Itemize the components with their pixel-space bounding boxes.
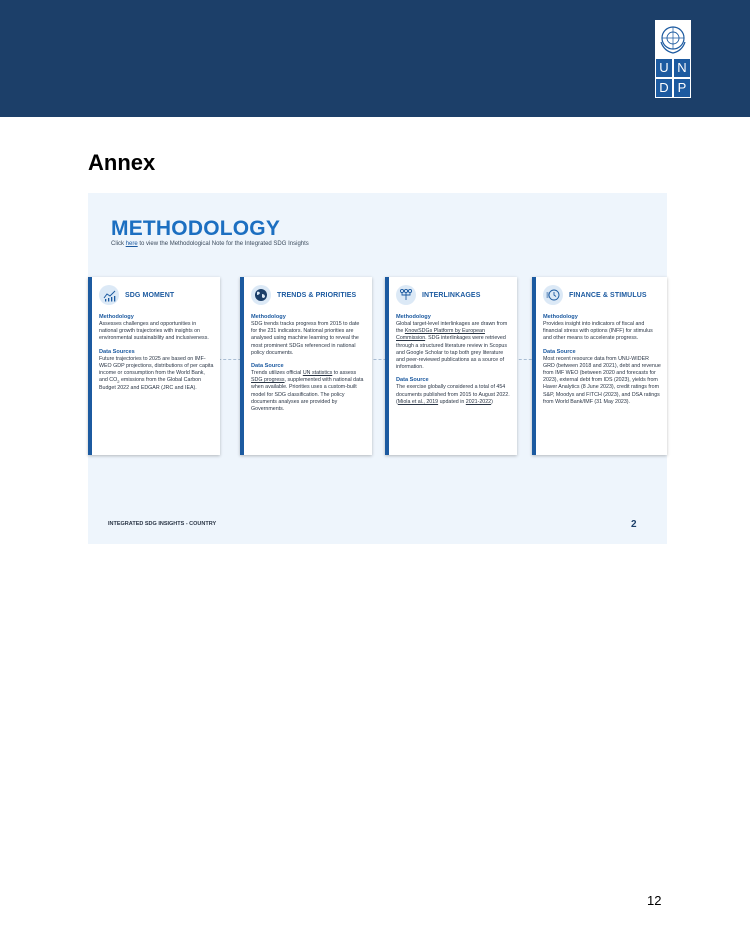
section-title: Data Source: [396, 377, 429, 384]
card-interlinkages: [385, 277, 517, 455]
slide-number: 2: [631, 519, 637, 530]
knowsdgs-link[interactable]: KnowSDGs Platform by European Commission: [396, 328, 485, 342]
section-title: Data Source: [251, 363, 284, 370]
body-part: , supplemented with national data when available. Priorities uses a custom-built model for SDG classification. The policy documents analyses are provided by Governments.: [251, 377, 364, 413]
body-part: ): [491, 398, 493, 405]
card-trends-priorities: [240, 277, 372, 455]
globe-icon: [251, 285, 271, 305]
section-title: Methodology: [251, 314, 286, 320]
section-body: [99, 356, 214, 393]
page-number: 12: [647, 893, 662, 908]
slide-title: METHODOLOGY: [111, 217, 281, 240]
section-body: [396, 384, 511, 406]
section-body: [396, 321, 511, 371]
card-title: TRENDS & PRIORITIES: [277, 291, 357, 299]
methodology-slide: [88, 193, 667, 544]
body-part: to assess: [332, 370, 357, 377]
section-body: Assesses challenges and opportunities in national growth trajectories with insights on environmental sustainability and inclusiveness.: [99, 321, 209, 342]
update-link[interactable]: 2021-2022: [465, 398, 492, 405]
card-finance-stimulus: [532, 277, 667, 455]
section-title: Data Sources: [99, 348, 135, 355]
slide-footer: INTEGRATED SDG INSIGHTS - COUNTRY: [108, 521, 217, 527]
subtitle-suffix: to view the Methodological Note for the Integrated SDG Insights: [137, 241, 309, 247]
body-part: The exercise globally considered a total of 454 documents published from 2015 to August 2022. (: [396, 384, 510, 405]
section-body: [251, 370, 366, 413]
network-icon: [396, 285, 416, 305]
section-title: Data Source: [543, 348, 576, 355]
card-title: FINANCE & STIMULUS: [569, 291, 647, 299]
body-part: emissions from the Global Carbon Budget 2022 and EDGAR (JRC and IEA).: [99, 377, 202, 392]
subtitle-prefix: Click: [111, 241, 126, 247]
miola-link[interactable]: Miola et al., 2019: [397, 398, 439, 405]
card-sdg-moment: [88, 277, 220, 455]
chart-icon: [99, 285, 119, 305]
logo-letter: P: [673, 78, 691, 98]
un-emblem-icon: [655, 20, 691, 58]
logo-letter: D: [655, 78, 673, 98]
finance-icon: [543, 285, 563, 305]
body-part: Global target-level interlinkages are drawn from the: [396, 321, 508, 335]
section-body: Provides insight into indicators of fiscal and financial stress with options (INFF) for stimulus and other means to accelerate progress.: [543, 321, 653, 342]
section-title: Methodology: [543, 314, 578, 320]
un-statistics-link[interactable]: UN statistics: [302, 370, 333, 377]
annex-title: Annex: [88, 150, 156, 175]
undp-logo: [655, 20, 691, 96]
logo-letter: N: [673, 58, 691, 78]
body-part: . SDG interlinkages were retrieved through a structured literature review in Scopus and Google Scholar to tap both grey literature and peer-reviewed publications as a source of information.: [396, 335, 507, 371]
undp-letters: [655, 58, 691, 96]
sdg-progress-link[interactable]: SDG progress: [251, 377, 285, 384]
section-title: Methodology: [396, 314, 431, 320]
subscript: 2: [117, 379, 120, 385]
section-body: Most recent resource data from UNU-WIDER GRD (between 2018 and 2021), debt and revenue from IMF WEO (between 2020 and forecasts for 2023), external debt from IDS (2023), yields from Haver Analytics (8 June 2023), credit ratings from S&P, Moodys and FITCH (2023), and DSA ratings from World Bank/IMF (31 May 2023).: [543, 355, 661, 405]
body-part: Future trajectories to 2025 are based on IMF-WEO GDP projections, distributions of per capita income or consumption from the World Bank, and CO: [99, 355, 214, 384]
methodological-note-link[interactable]: here: [125, 241, 138, 247]
section-body: SDG trends tracks progress from 2015 to date for the 231 indicators. National priorities are analysed using machine learning to reveal the most prominent SDGs referenced in national policy documents.: [251, 321, 360, 356]
slide-subtitle: [111, 241, 309, 247]
card-title: SDG MOMENT: [125, 291, 175, 299]
header-band: [0, 0, 750, 117]
logo-letter: U: [655, 58, 673, 78]
card-title: INTERLINKAGES: [422, 291, 481, 299]
body-part: Trends utilizes official: [251, 370, 303, 377]
section-title: Methodology: [99, 314, 134, 320]
body-part: updated in: [438, 398, 466, 405]
